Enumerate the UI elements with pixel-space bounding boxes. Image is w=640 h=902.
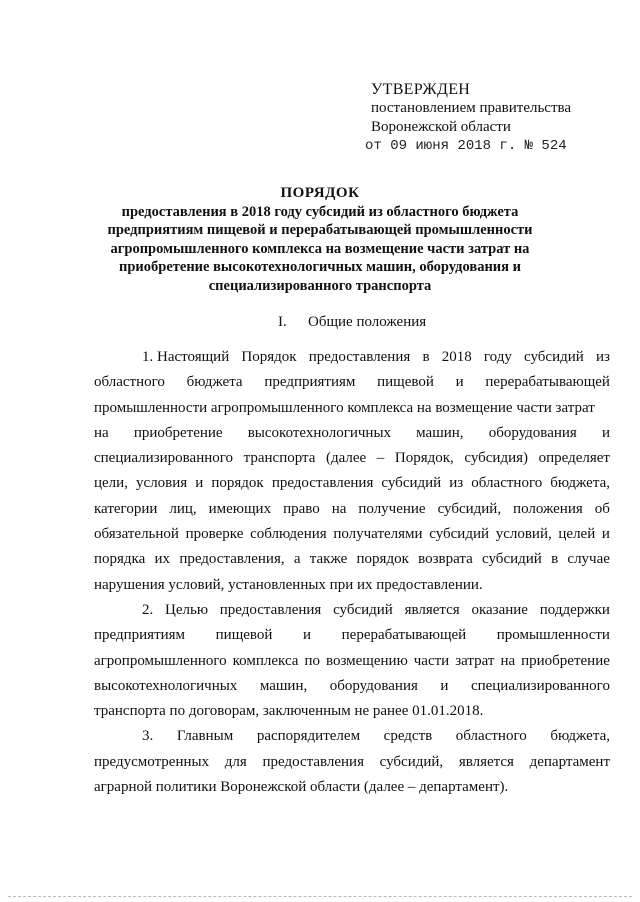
word: 3.: [142, 728, 154, 745]
word: областного: [455, 728, 527, 745]
word: субсидий: [482, 551, 542, 568]
word: пищевой: [377, 374, 434, 391]
document-title-line: предоставления в 2018 году субсидий из областного бюджета: [121, 203, 519, 220]
paragraph-line: [94, 421, 610, 446]
paragraph-line: [94, 598, 610, 623]
word: из: [595, 349, 610, 365]
word: случае: [567, 551, 610, 568]
word: (далее: [326, 450, 367, 467]
word: и: [440, 677, 449, 694]
word: и: [601, 526, 610, 543]
word: высокотехнологичных: [247, 424, 392, 441]
page-bottom-edge: [8, 896, 632, 897]
word: для: [224, 753, 247, 770]
paragraph-line: [94, 497, 610, 522]
word: на: [500, 652, 516, 669]
word: и: [601, 424, 610, 441]
word: Порядок,: [394, 450, 454, 467]
paragraph-line: [94, 547, 610, 572]
word: бюджета,: [550, 728, 610, 745]
word: имеющих: [208, 500, 272, 517]
word: 2.: [142, 601, 154, 618]
word: Главным: [176, 728, 234, 745]
paragraph-line: [94, 446, 610, 471]
approval-block: [365, 80, 572, 156]
word: субсидий,: [437, 500, 502, 517]
section-title: Общие положения: [308, 314, 427, 330]
word: году: [483, 349, 512, 365]
word: проверке: [185, 526, 244, 543]
word: части: [413, 652, 450, 669]
word: субсидий: [381, 475, 442, 492]
word: порядок: [211, 475, 264, 492]
word: также: [309, 551, 348, 568]
approval-line-1: постановлением правительства: [371, 100, 572, 116]
word: перерабатывающей: [341, 627, 467, 644]
word: определяет: [538, 450, 610, 467]
word: субсидия): [464, 450, 528, 467]
paragraph-line: [94, 573, 610, 598]
word: целей: [558, 526, 596, 543]
document-title-line: приобретение высокотехнологичных машин, оборудования и: [119, 259, 521, 276]
word: бюджета: [186, 374, 243, 391]
word: а: [293, 551, 301, 568]
word: обязательной: [94, 526, 179, 543]
word: и: [455, 374, 464, 391]
word: –: [376, 450, 385, 467]
paragraph-line: [94, 699, 610, 724]
document-title-line: предприятиям пищевой и перерабатывающей промышленности: [107, 222, 533, 239]
paragraph-line: [94, 724, 610, 749]
word: аграрной политики Воронежской области (далее – департамент).: [94, 779, 509, 796]
word: машин,: [416, 424, 464, 441]
word: средств: [383, 728, 433, 745]
word: предоставления: [219, 601, 322, 618]
word: бюджета,: [550, 475, 610, 492]
word: комплекса: [232, 652, 299, 669]
word: в: [422, 349, 430, 365]
word: порядка: [94, 551, 146, 568]
word: возмещению: [325, 652, 408, 669]
word: условий,: [495, 526, 552, 543]
word: и: [303, 627, 312, 644]
word: право: [283, 500, 320, 517]
word: получение: [358, 500, 426, 517]
paragraph-2: [94, 598, 610, 724]
word: 2018: [441, 349, 472, 365]
document-body: [94, 345, 610, 800]
word: предоставления: [262, 753, 364, 770]
word: субсидий: [429, 526, 490, 543]
word: получателями: [333, 526, 423, 543]
word: предприятиям: [94, 627, 186, 644]
word: пищевой: [215, 627, 273, 644]
word: Целью: [165, 601, 209, 618]
document-title: [100, 184, 540, 296]
word: из: [449, 475, 464, 492]
word: категории: [94, 500, 158, 517]
paragraph-line: [94, 471, 610, 496]
document-title-head: ПОРЯДОК: [280, 185, 360, 201]
word: порядок: [356, 551, 409, 568]
paragraph-line: [94, 345, 610, 370]
word: приобретение: [521, 652, 610, 669]
word: областного: [94, 374, 165, 391]
word: специализированного: [470, 677, 610, 694]
word: на: [331, 500, 347, 517]
word: положения: [513, 500, 583, 517]
word: транспорта по договорам, заключенным не ранее 01.01.2018.: [94, 703, 484, 720]
paragraph-1: [94, 345, 610, 598]
word: департамент: [529, 753, 610, 770]
word: транспорта: [243, 450, 316, 467]
document-title-line: агропромышленного комплекса на возмещение части затрат на: [110, 240, 530, 257]
word: в: [551, 551, 559, 568]
document-title-line: специализированного транспорта: [208, 277, 432, 294]
paragraph-line: [94, 775, 610, 800]
word: затрат: [455, 652, 495, 669]
word: по: [304, 652, 320, 669]
approval-line-2: Воронежской области: [371, 119, 511, 135]
word: лиц,: [169, 500, 197, 517]
word: является: [458, 753, 514, 770]
approval-stamp: от 09 июня 2018 г. № 524: [365, 138, 567, 154]
word: распорядителем: [256, 728, 361, 745]
word: и: [195, 475, 204, 492]
word: оказание: [471, 601, 528, 618]
word: их: [154, 551, 171, 568]
word: цели,: [94, 475, 128, 492]
word: приобретение: [133, 424, 223, 441]
word: предусмотренных: [94, 753, 210, 770]
word: оборудования: [488, 424, 577, 441]
word: предоставления: [271, 475, 374, 492]
word: Порядок: [241, 349, 297, 365]
word: областного: [471, 475, 543, 492]
word: условия: [136, 475, 188, 492]
word: поддержки: [539, 601, 610, 618]
paragraph-line: [94, 522, 610, 547]
word: предоставления,: [179, 551, 285, 568]
paragraph-3: [94, 724, 610, 800]
word: промышленности: [496, 627, 610, 644]
word: агропромышленного: [94, 652, 227, 669]
word: соблюдения: [250, 526, 327, 543]
word: является: [404, 601, 460, 618]
paragraph-line: [94, 370, 610, 395]
paragraph-line: [94, 396, 610, 421]
word: высокотехнологичных: [94, 677, 238, 694]
word: предприятиям: [264, 374, 356, 391]
word: субсидий: [524, 349, 584, 365]
word: субсидий: [333, 601, 393, 618]
approval-title: УТВЕРЖДЕН: [371, 81, 471, 98]
section-number: I.: [278, 314, 287, 330]
word: возврата: [418, 551, 473, 568]
paragraph-line: [94, 750, 610, 775]
word: субсидий,: [379, 753, 444, 770]
word: нарушения условий, установленных при их предоставлении.: [94, 576, 483, 593]
paragraph-line: [94, 649, 610, 674]
word: машин,: [259, 677, 308, 694]
word: 1. Настоящий: [142, 349, 230, 365]
word: на: [94, 424, 109, 441]
paragraph-line: [94, 674, 610, 699]
word: перерабатывающей: [485, 374, 610, 391]
word: предоставления: [308, 349, 411, 365]
paragraph-line: [94, 623, 610, 648]
section-heading: [278, 313, 426, 332]
word: промышленности агропромышленного комплекса на возмещение части затрат: [94, 399, 595, 416]
word: специализированного: [94, 450, 234, 467]
word: об: [594, 500, 610, 517]
word: оборудования: [329, 677, 418, 694]
